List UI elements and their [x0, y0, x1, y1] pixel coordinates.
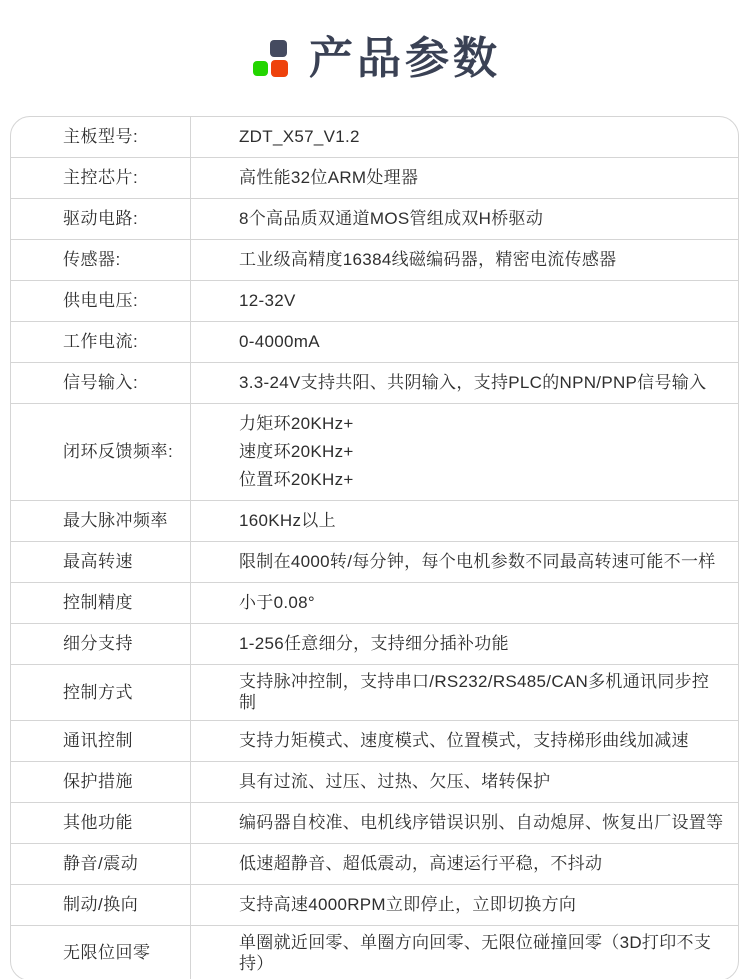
- spec-label: 无限位回零: [11, 926, 191, 979]
- spec-value: 单圈就近回零、单圈方向回零、无限位碰撞回零（3D打印不支持）: [239, 932, 712, 973]
- spec-label: 控制精度: [11, 583, 191, 623]
- spec-value: 限制在4000转/每分钟，每个电机参数不同最高转速可能不一样: [239, 552, 716, 572]
- spec-label: 静音/震动: [11, 844, 191, 884]
- spec-value: 8个高品质双通道MOS管组成双H桥驱动: [239, 209, 544, 229]
- spec-label: 传感器:: [11, 240, 191, 280]
- table-row: [11, 117, 738, 158]
- spec-value: 支持高速4000RPM立即停止，立即切换方向: [239, 894, 577, 914]
- table-row: [11, 240, 738, 281]
- spec-value: 12-32V: [239, 291, 296, 311]
- spec-value-line: 位置环20KHz+: [239, 470, 354, 489]
- spec-value: 支持脉冲控制，支持串口/RS232/RS485/CAN多机通讯同步控制: [239, 672, 710, 713]
- spec-table: [10, 116, 739, 979]
- table-row: [11, 885, 738, 926]
- spec-value: 160KHz以上: [239, 511, 336, 531]
- spec-label: 通讯控制: [11, 721, 191, 761]
- product-parameters-page: [0, 30, 750, 979]
- spec-label: 信号输入:: [11, 363, 191, 403]
- table-row: [11, 721, 738, 762]
- spec-label: 工作电流:: [11, 322, 191, 362]
- spec-label: 最高转速: [11, 542, 191, 582]
- spec-label: 闭环反馈频率:: [11, 404, 191, 500]
- table-row: [11, 404, 738, 501]
- table-row: [11, 665, 738, 721]
- spec-value: ZDT_X57_V1.2: [239, 127, 360, 147]
- table-row: [11, 542, 738, 583]
- table-row: [11, 501, 738, 542]
- spec-label: 细分支持: [11, 624, 191, 664]
- table-row: [11, 583, 738, 624]
- table-row: [11, 199, 738, 240]
- logo-square-green-icon: [253, 61, 268, 76]
- spec-value-line: 力矩环20KHz+: [239, 414, 354, 433]
- spec-value: 高性能32位ARM处理器: [239, 168, 419, 188]
- page-header: [0, 30, 750, 88]
- spec-value: 0-4000mA: [239, 332, 320, 352]
- spec-value: 1-256任意细分，支持细分插补功能: [239, 634, 509, 654]
- spec-value: 支持力矩模式、速度模式、位置模式，支持梯形曲线加减速: [239, 730, 689, 750]
- spec-label: 驱动电路:: [11, 199, 191, 239]
- table-row: [11, 281, 738, 322]
- spec-value: 工业级高精度16384线磁编码器，精密电流传感器: [239, 250, 617, 270]
- table-row: [11, 158, 738, 199]
- spec-label: 主控芯片:: [11, 158, 191, 198]
- logo-square-dark-icon: [270, 40, 287, 57]
- spec-value: 编码器自校准、电机线序错误识别、自动熄屏、恢复出厂设置等: [239, 812, 724, 832]
- spec-label: 控制方式: [11, 665, 191, 720]
- spec-value: 低速超静音、超低震动，高速运行平稳，不抖动: [239, 853, 603, 873]
- spec-label: 其他功能: [11, 803, 191, 843]
- table-row: [11, 762, 738, 803]
- table-row: [11, 926, 738, 979]
- spec-label: 制动/换向: [11, 885, 191, 925]
- spec-label: 最大脉冲频率: [11, 501, 191, 541]
- page-title: 产品参数: [309, 34, 501, 83]
- spec-label: 供电电压:: [11, 281, 191, 321]
- spec-value: 小于0.08°: [239, 593, 315, 613]
- spec-label: 保护措施: [11, 762, 191, 802]
- spec-label: 主板型号:: [11, 117, 191, 157]
- logo-square-orange-icon: [271, 60, 288, 77]
- table-row: [11, 844, 738, 885]
- table-row: [11, 363, 738, 404]
- squares-logo-icon: [249, 40, 289, 78]
- spec-value-line: 速度环20KHz+: [239, 442, 354, 461]
- spec-value: [191, 404, 738, 500]
- spec-value: 3.3-24V支持共阳、共阴输入，支持PLC的NPN/PNP信号输入: [239, 373, 707, 393]
- spec-value: 具有过流、过压、过热、欠压、堵转保护: [239, 771, 551, 791]
- table-row: [11, 322, 738, 363]
- table-row: [11, 803, 738, 844]
- table-row: [11, 624, 738, 665]
